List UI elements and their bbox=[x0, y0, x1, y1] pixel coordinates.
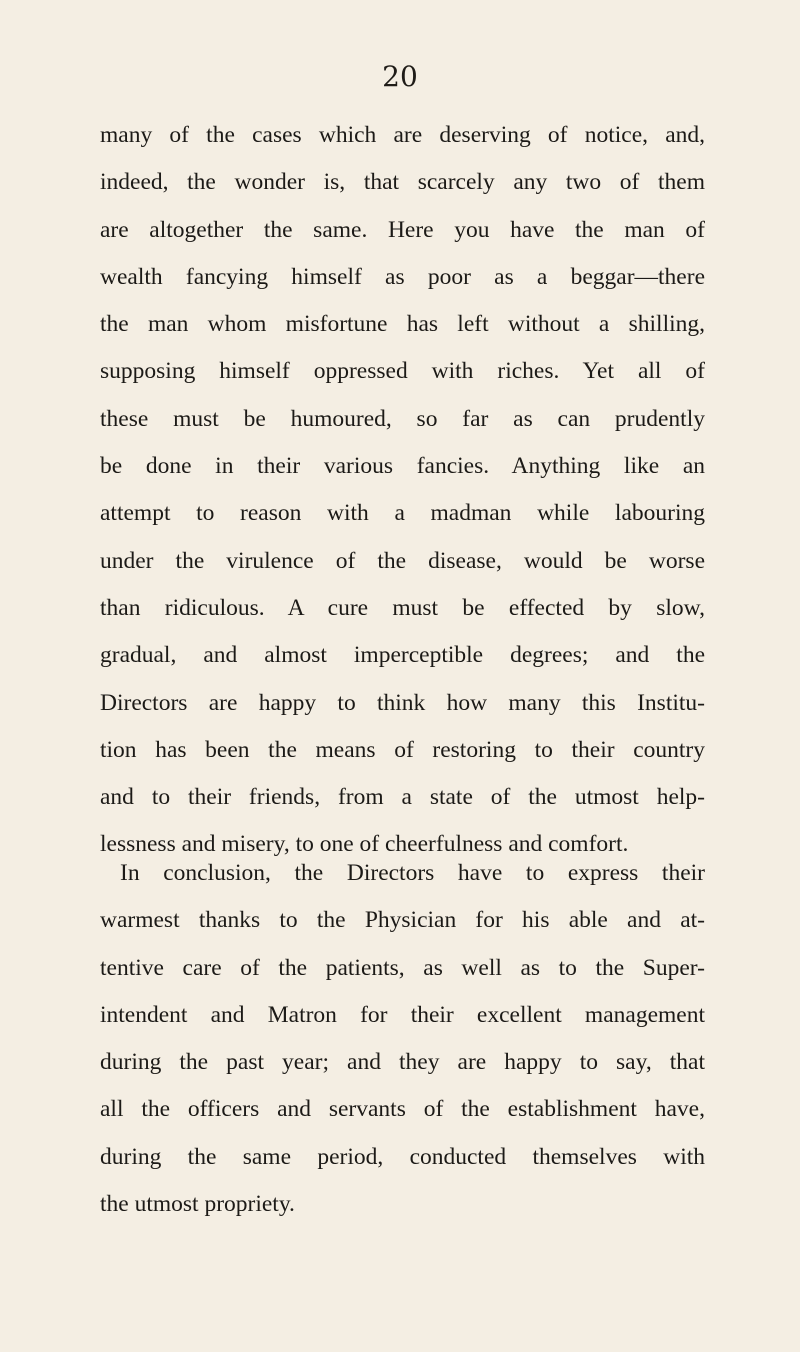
text-line: tentive care of the patients, as well as to the Super- bbox=[100, 954, 705, 981]
text-line: than ridiculous. A cure must be effected by slow, bbox=[100, 594, 705, 621]
text-line: and to their friends, from a state of the utmost help- bbox=[100, 784, 705, 811]
text-line: In conclusion, the Directors have to express their bbox=[120, 860, 705, 886]
text-line: attempt to reason with a madman while labouring bbox=[100, 500, 705, 527]
text-line: gradual, and almost imperceptible degrees; and the bbox=[100, 642, 705, 669]
paragraph-1 bbox=[100, 112, 705, 869]
page-number: 20 bbox=[382, 60, 418, 93]
text-line: be done in their various fancies. Anything like an bbox=[100, 453, 705, 480]
text-line: are altogether the same. Here you have the man of bbox=[100, 216, 705, 243]
text-line: during the past year; and they are happy to say, that bbox=[100, 1049, 705, 1076]
text-line: the man whom misfortune has left without a shilling, bbox=[100, 311, 705, 338]
text-line: these must be humoured, so far as can prudently bbox=[100, 405, 705, 432]
text-line: during the same period, conducted themselves with bbox=[100, 1143, 705, 1170]
text-line: many of the cases which are deserving of notice, and, bbox=[100, 122, 705, 148]
text-line: intendent and Matron for their excellent management bbox=[100, 1001, 705, 1028]
paragraph-2 bbox=[100, 850, 705, 1228]
text-line: warmest thanks to the Physician for his able and at- bbox=[100, 907, 705, 934]
text-line: under the virulence of the disease, would be worse bbox=[100, 547, 705, 574]
text-line: tion has been the means of restoring to their country bbox=[100, 736, 705, 763]
text-line: lessness and misery, to one of cheerfulness and comfort. bbox=[100, 831, 629, 858]
text-line: indeed, the wonder is, that scarcely any two of them bbox=[100, 169, 705, 196]
text-line: supposing himself oppressed with riches. Yet all of bbox=[100, 358, 705, 385]
text-line: all the officers and servants of the establishment have, bbox=[100, 1096, 705, 1123]
text-line: Directors are happy to think how many this Institu- bbox=[100, 689, 705, 716]
text-line: wealth fancying himself as poor as a beggar—there bbox=[100, 263, 705, 290]
text-line: the utmost propriety. bbox=[100, 1191, 295, 1218]
